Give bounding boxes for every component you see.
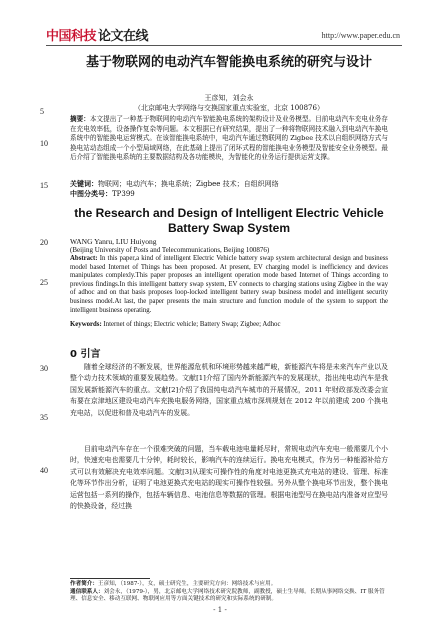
logo-text-dark: 论文在线 — [98, 29, 149, 44]
chinese-abstract — [70, 115, 388, 163]
chinese-abstract-label: 摘要： — [70, 115, 90, 123]
page-header — [0, 0, 440, 48]
line-number-40: 40 — [40, 466, 48, 475]
chinese-keywords — [70, 179, 388, 189]
english-title: the Research and Design of Intelligent Electric Vehicle Battery Swap System — [74, 206, 384, 235]
english-keywords — [70, 320, 388, 329]
chinese-classification-code: TP399 — [112, 190, 135, 198]
english-abstract-label: Abstract: — [70, 255, 98, 262]
line-number-15: 15 — [40, 181, 48, 190]
footnote-correspondence — [70, 589, 388, 604]
footnote-correspondence-label: 通信联系人： — [70, 588, 104, 595]
chinese-classification — [70, 189, 388, 199]
line-number-5: 5 — [40, 107, 44, 116]
section-heading-introduction: 0 引言 — [70, 349, 101, 360]
chinese-abstract-text: 本文提出了一种基于物联网的电动汽车智能换电系统的架构设计及业务模型。目前电动汽车充电业务存在充电效率低，设备操作复杂等问题。本文根据已有研究结果，提出了一种将物联网技术融入到电动汽车换电系统中的智能换电运营模式。在该智能换电系统中，电动汽车通过物联网的 Zigbee 技术以自组织网络方式与换电站动态组成一个小型局域网络，在此基础上提出了闭环式程的智能换电业务模型及智能安全业务模型。最后介绍了智能换电系统的主要数据结构及各功能模块，为智能化的业务运行提供运营支撑。 — [70, 115, 389, 162]
line-number-35: 35 — [40, 413, 48, 422]
english-keywords-label: Keywords: — [70, 321, 102, 328]
logo-text-red: 中国科技 — [46, 29, 97, 44]
chinese-classification-label: 中图分类号： — [70, 189, 112, 198]
chinese-affiliation: （北京邮电大学网络与交换国家重点实验室，北京 100876） — [134, 104, 324, 112]
chinese-title: 基于物联网的电动汽车智能换电系统的研究与设计 — [85, 55, 372, 70]
introduction-paragraph-1: 随着全球经济的不断发展，世界能源危机和环境形势越来越严峻，新能源汽车将是未来汽车产业以及整个动力技术领域的重要发展趋势。文献[1]介绍了国内外新能源汽车的发展现状，指出纯电动汽车是我国发展新能源汽车的重点。文献[2]介绍了我国纯电动汽车城市的开展情况，2011 年财政部发改委会宣布要在京津地区建设电动汽车充换电服务网络，国家重点城市深圳规划在 2012 年以前建成 200 个换电充电站，以促进和普及电动汽车的发展。 — [70, 363, 388, 417]
footnote-divider — [70, 578, 150, 579]
page-number: - 1 - — [213, 606, 227, 614]
line-number-25: 25 — [40, 278, 48, 287]
line-number-20: 20 — [40, 238, 48, 247]
line-number-30: 30 — [40, 364, 48, 373]
english-affiliation: (Beijing University of Posts and Telecommunications, Beijing 100876) — [70, 246, 270, 254]
header-divider — [46, 45, 402, 46]
chinese-authors: 王彦知，刘会永 — [204, 94, 254, 102]
footnote-author-label: 作者简介： — [70, 581, 98, 587]
introduction-paragraph-2: 目前电动汽车存在一个很难突破的问题，当车载电池电量耗尽时，常规电动汽车充电一般需要几个小时，快速充电也需要几十分钟，耗时较长，影响汽车的连续运行。换电充电模式，作为另一种能源补给方式可以有效解决充电效率问题。文献[3]从现实可操作性的角度对电池更换式充电站的建设、管理、标准化等环节作出分析，证明了电池更换式充电站的现实可操作性较强。另外从整个换电环节出发，整个换电运营包括一系列的操作，包括车辆信息、电池信息等数据的管理。根据电池型号在换电站内准备对应型号的快换设备，经过换 — [70, 445, 388, 511]
english-abstract — [70, 255, 388, 315]
footnote-author — [70, 581, 388, 589]
site-logo[interactable] — [46, 25, 148, 44]
line-number-10: 10 — [40, 139, 48, 148]
site-url[interactable]: http://www.paper.edu.cn — [321, 31, 400, 40]
footnote-author-text: 王彦知，（1987-），女，硕士研究生，主要研究方向：网络技术与应用。 — [97, 581, 277, 587]
footnotes — [70, 581, 388, 604]
chinese-keywords-text: 物联网；电动汽车；换电系统；Zigbee 技术；自组织网络 — [98, 180, 279, 188]
english-keywords-text: Internet of things; Electric vehicle; Battery Swap; Zigbee; Adhoc — [103, 321, 281, 328]
english-authors: WANG Yanru, LIU Huiyong — [70, 237, 157, 246]
footnote-correspondence-text: 刘会永，（1979-），男，北京邮电大学网络技术研究院教师，副教授，硕士生导师。长期从事网络交换、IT 服务管理、信息安全、移动互联网、物联网应用等方面关键技术的研究和实际系统的研制。 — [70, 588, 385, 603]
english-abstract-text: In this paper,a kind of intelligent Electric Vehicle battery swap system architectural design and business model based Internet of Things has been proposed. At present, EV charging model is inefficiency and devices manipulates complexly.This paper proposes an intelligent operation mode based Internet of Things according to previous findings.In this intelligent battery swap system, EV connects to charging stations using Zigbee in the way of adhoc and on that basis proposes loop-locked intelligent battery swap business model and intelligent security business model.At last, the paper presents the main structure and function module of the system to support the intelligent business operating. — [70, 255, 389, 314]
chinese-keywords-label: 关键词： — [70, 179, 98, 188]
